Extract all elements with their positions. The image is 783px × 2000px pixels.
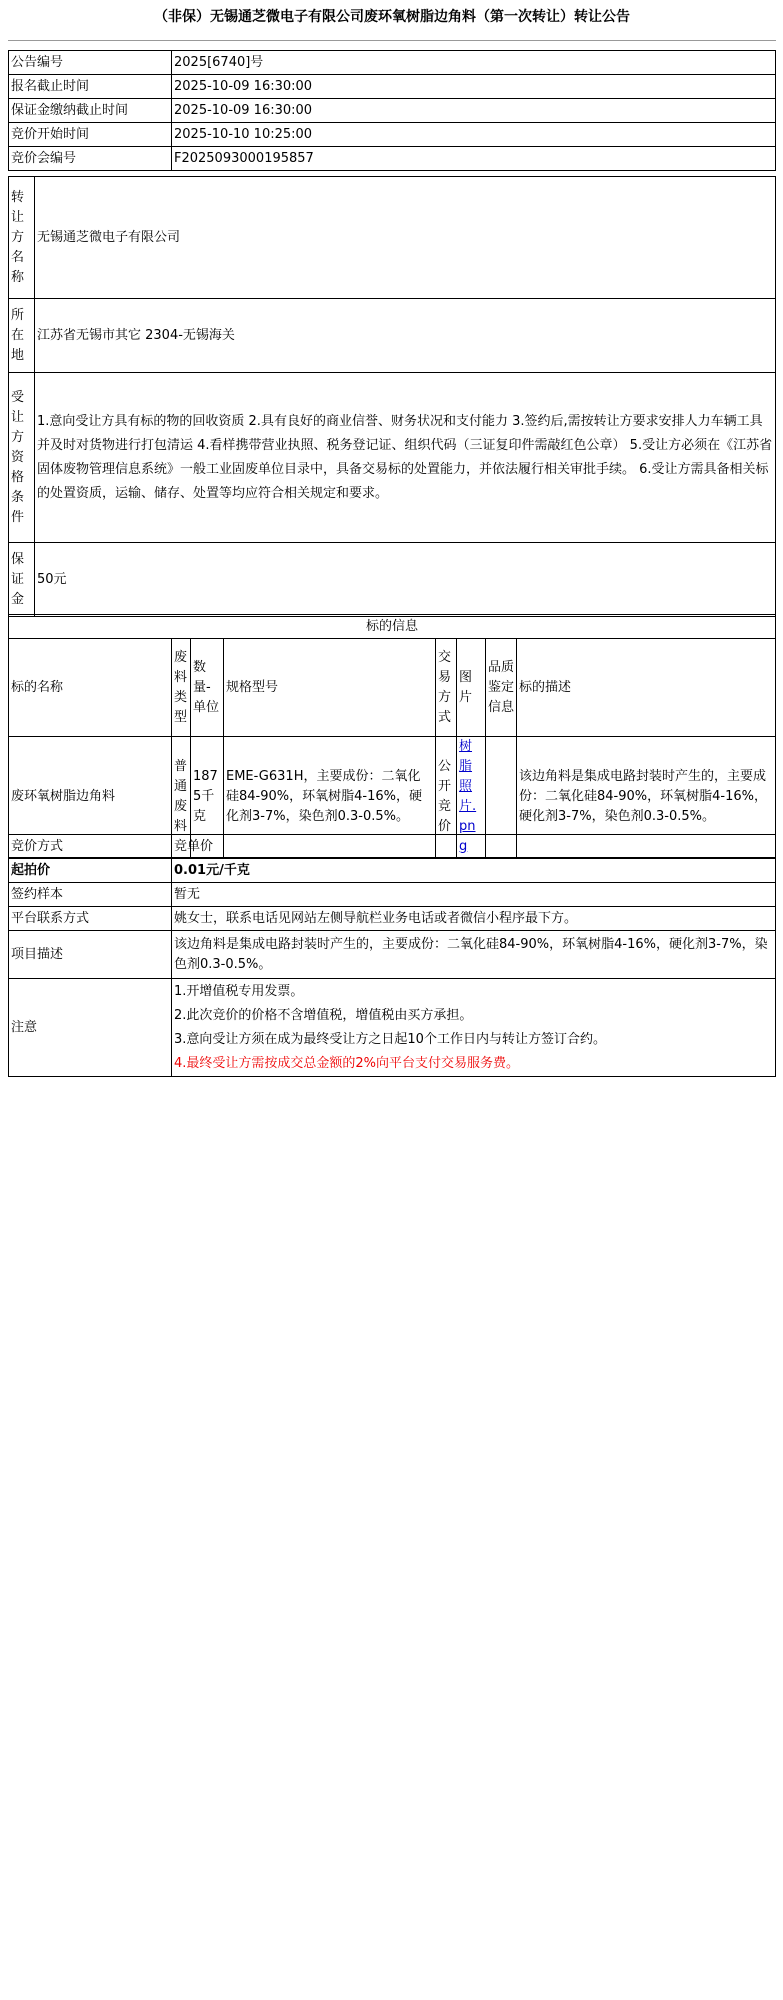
transferor-label: 转让方名称 — [9, 177, 35, 299]
note-item: 2.此次竞价的价格不含增值税，增值税由买方承担。 — [174, 1007, 473, 1023]
project-value: 该边角料是集成电路封装时产生的，主要成份：二氧化硅84-90%，环氧树脂4-16%，硬化剂3-7%，染色剂0.3-0.5%。 — [172, 931, 776, 979]
table-row — [9, 615, 776, 639]
table-row — [9, 907, 776, 931]
project-label: 项目描述 — [9, 931, 172, 979]
subject-qty: 1875千克 — [191, 737, 224, 858]
signup-deadline-value: 2025-10-09 16:30:00 — [172, 75, 776, 99]
bid-method-value: 竞单价 — [172, 835, 776, 859]
bid-method-label: 竞价方式 — [9, 835, 172, 859]
table-row — [9, 99, 776, 123]
location-value: 江苏省无锡市其它 2304-无锡海关 — [35, 299, 776, 373]
page-title: （非保）无锡通芝微电子有限公司废环氧树脂边角料（第一次转让）转让公告 — [154, 9, 630, 25]
table-row — [9, 931, 776, 979]
deposit-deadline-value: 2025-10-09 16:30:00 — [172, 99, 776, 123]
table-row — [9, 373, 776, 543]
notice-no-value: 2025[6740]号 — [172, 51, 776, 75]
table-row — [9, 51, 776, 75]
qualification-label: 受让方资格条件 — [9, 373, 35, 543]
start-price-value: 0.01元/千克 — [172, 859, 776, 883]
table-row — [9, 299, 776, 373]
deposit-deadline-label: 保证金缴纳截止时间 — [9, 99, 172, 123]
header-qty: 数量-单位 — [191, 639, 224, 737]
subject-image-link[interactable]: 树脂照片.png — [459, 739, 477, 854]
sample-value: 暂无 — [172, 883, 776, 907]
table-row — [9, 543, 776, 617]
sample-label: 签约样本 — [9, 883, 172, 907]
table-header-row — [9, 639, 776, 737]
table-row — [9, 859, 776, 883]
notice-no-label: 公告编号 — [9, 51, 172, 75]
header-method: 交易方式 — [436, 639, 457, 737]
section-title: 标的信息 — [9, 615, 776, 639]
signup-deadline-label: 报名截止时间 — [9, 75, 172, 99]
qualification-value: 1.意向受让方具有标的物的回收资质 2.具有良好的商业信誉、财务状况和支付能力 3.签约后,需按转让方要求安排人力车辆工具并及时对货物进行打包清运 4.看样携带营业执照、税务登记证、组织代码（三证复印件需敲红色公章） 5.受让方必须在《江苏省固体废物管理信息系统》一般工业固废单位目录中，具备交易标的处置能力，并依法履行相关审批手续。 6.受让方需具备相关标的处置资质，运输、储存、处置等均应符合相关规定和要求。 — [35, 373, 776, 543]
contact-value: 姚女士，联系电话见网站左侧导航栏业务电话或者微信小程序最下方。 — [172, 907, 776, 931]
subject-spec: EME-G631H，主要成份：二氧化硅84-90%，环氧树脂4-16%，硬化剂3-7%，染色剂0.3-0.5%。 — [224, 737, 436, 858]
subject-name: 废环氧树脂边角料 — [9, 737, 172, 858]
contact-label: 平台联系方式 — [9, 907, 172, 931]
note-item: 1.开增值税专用发票。 — [174, 983, 304, 999]
bid-info-table — [8, 834, 776, 1077]
subject-method: 公开竞价 — [436, 737, 457, 858]
header-type: 废料类型 — [172, 639, 191, 737]
transferor-value: 无锡通芝微电子有限公司 — [35, 177, 776, 299]
header-image: 图片 — [457, 639, 486, 737]
deposit-label: 保证金 — [9, 543, 35, 617]
start-price-label: 起拍价 — [9, 859, 172, 883]
table-row — [9, 123, 776, 147]
notes-label: 注意 — [9, 979, 172, 1077]
header-desc: 标的描述 — [517, 639, 776, 737]
table-row — [9, 75, 776, 99]
table-row — [9, 147, 776, 171]
note-item: 3.意向受让方须在成为最终受让方之日起10个工作日内与转让方签订合约。 — [174, 1031, 606, 1047]
auction-no-label: 竞价会编号 — [9, 147, 172, 171]
note-item-fee: 4.最终受让方需按成交总金额的2%向平台支付交易服务费。 — [174, 1055, 520, 1071]
auction-no-value: F2025093000195857 — [172, 147, 776, 171]
table-row — [9, 979, 776, 1077]
basic-info-table — [8, 50, 776, 171]
deposit-value: 50元 — [35, 543, 776, 617]
table-row — [9, 835, 776, 859]
table-row — [9, 177, 776, 299]
notes-value — [172, 979, 776, 1077]
bid-start-value: 2025-10-10 10:25:00 — [172, 123, 776, 147]
title-divider — [8, 40, 776, 41]
header-quality: 品质鉴定信息 — [486, 639, 517, 737]
subject-info-table — [8, 614, 776, 858]
location-label: 所在地 — [9, 299, 35, 373]
header-spec: 规格型号 — [224, 639, 436, 737]
party-info-table — [8, 176, 776, 617]
bid-start-label: 竞价开始时间 — [9, 123, 172, 147]
header-name: 标的名称 — [9, 639, 172, 737]
subject-type: 普通废料 — [172, 737, 191, 858]
subject-desc: 该边角料是集成电路封装时产生的，主要成份：二氧化硅84-90%，环氧树脂4-16%，硬化剂3-7%，染色剂0.3-0.5%。 — [517, 737, 776, 858]
table-row — [9, 883, 776, 907]
